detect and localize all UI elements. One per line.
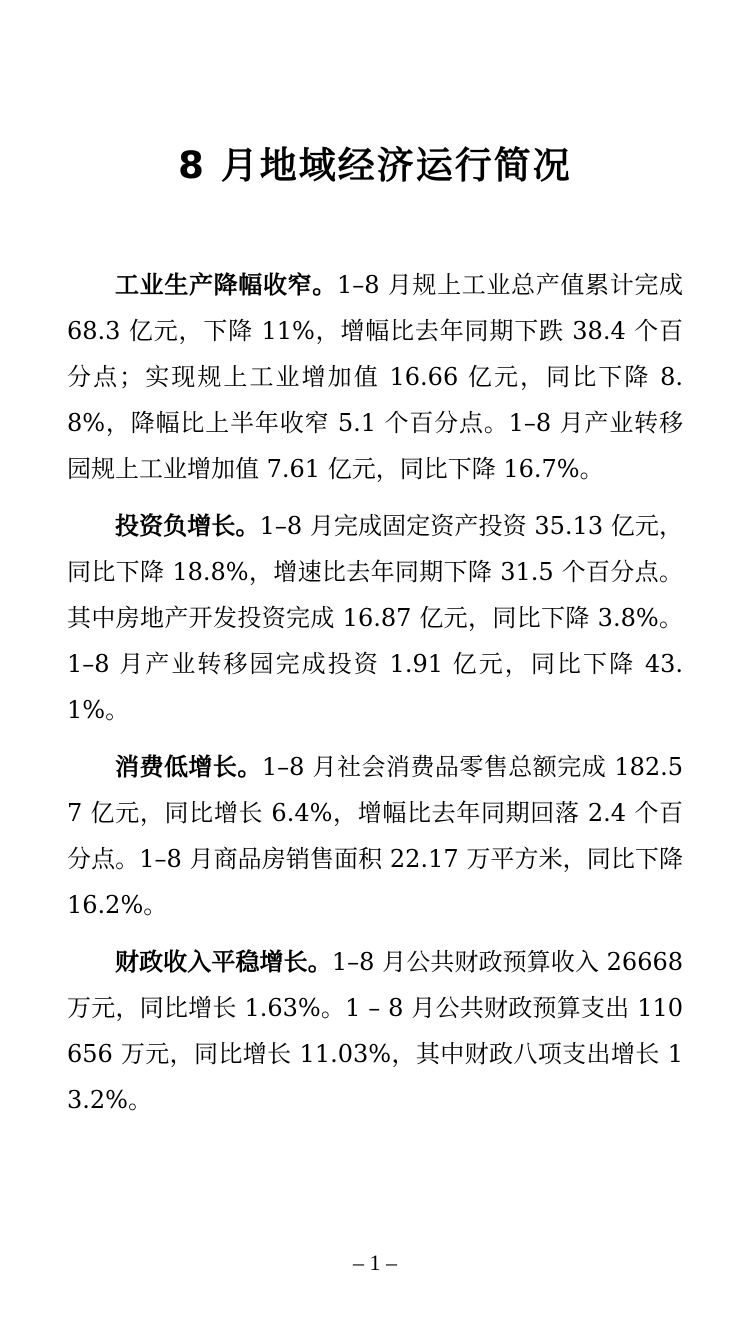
paragraph-consumption [67,744,683,928]
page-number: – 1 – [353,1250,397,1275]
paragraph-heading: 工业生产降幅收窄。 [115,271,337,299]
paragraph-heading: 投资负增长。 [115,512,260,540]
paragraph-text: 1–8 月社会消费品零售总额完成 182.57 亿元，同比增长 6.4%，增幅比去年同期回落 2.4 个百分点。1–8 月商品房销售面积 22.17 万平方米，同比下降 16.2%。 [67,753,684,919]
paragraph-text: 1–8 月规上工业总产值累计完成 68.3 亿元，下降 11%，增幅比去年同期下跌 38.4 个百分点；实现规上工业增加值 16.66 亿元，同比下降 8.8%，降幅比上半年收窄 5.1 个百分点。1–8 月产业转移园规上工业增加值 7.61 亿元，同比下降 16.7%。 [67,271,684,483]
paragraph-heading: 财政收入平稳增长。 [115,948,332,976]
paragraph-text: 1–8 月公共财政预算收入 26668 万元，同比增长 1.63%。1 – 8 月公共财政预算支出 110656 万元，同比增长 11.03%，其中财政八项支出增长 13.2%。 [67,948,684,1114]
paragraph-investment [67,503,683,733]
paragraph-text: 1–8 月完成固定资产投资 35.13 亿元，同比下降 18.8%，增速比去年同期下降 31.5 个百分点。其中房地产开发投资完成 16.87 亿元，同比下降 3.8%。1–8 月产业转移园完成投资 1.91 亿元，同比下降 43.1%。 [67,512,683,724]
paragraph-industry [67,262,683,492]
page-title: 8 月地域经济运行简况 [178,144,572,187]
document-body [67,262,683,1134]
paragraph-finance [67,939,683,1123]
paragraph-heading: 消费低增长。 [115,753,262,781]
